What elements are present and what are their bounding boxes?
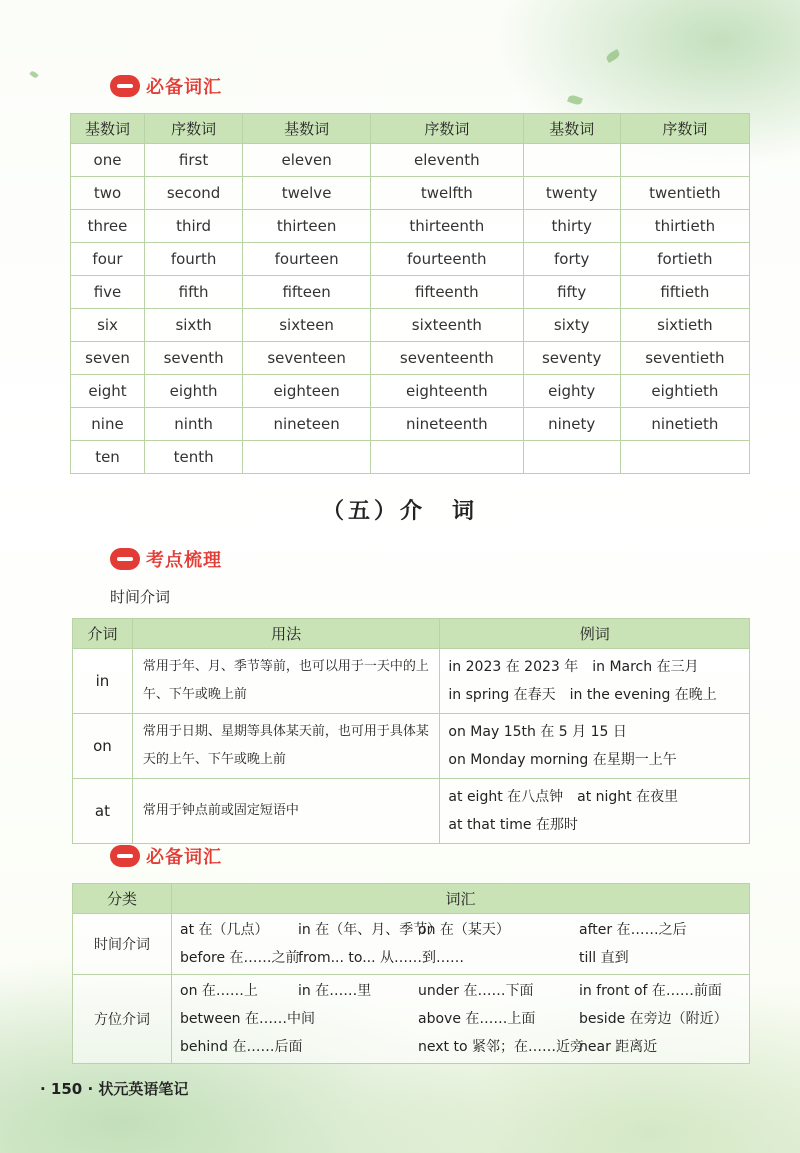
column-header: 分类 — [73, 884, 172, 914]
example-line: on May 15th 在 5 月 15 日 — [448, 724, 627, 740]
table-cell: ninety — [523, 408, 620, 441]
vocab-item: between 在……中间 — [180, 1011, 316, 1027]
table-cell: nineteen — [243, 408, 371, 441]
section-title: 必备词汇 — [146, 77, 222, 98]
numbers-table — [70, 113, 750, 474]
example-line: in spring 在春天 in the evening 在晚上 — [448, 687, 717, 703]
vocab-item: after 在……之后 — [579, 922, 687, 938]
vocab-item: behind 在……后面 — [180, 1039, 303, 1055]
vocab-item: from... to... 从……到…… — [298, 950, 465, 966]
table-cell: sixty — [523, 309, 620, 342]
examples-cell — [440, 714, 750, 779]
table-cell: two — [71, 177, 145, 210]
table-cell: eighth — [145, 375, 243, 408]
table-cell: sixtieth — [620, 309, 749, 342]
section-head-vocab — [110, 73, 222, 99]
column-header: 基数词 — [71, 114, 145, 144]
table-cell: ninth — [145, 408, 243, 441]
column-header: 例词 — [440, 619, 750, 649]
column-header: 序数词 — [145, 114, 243, 144]
example-line: in 2023 在 2023 年 in March 在三月 — [448, 659, 699, 675]
table-cell: third — [145, 210, 243, 243]
column-header: 序数词 — [620, 114, 749, 144]
table-cell: second — [145, 177, 243, 210]
table-cell: one — [71, 144, 145, 177]
table-row — [71, 375, 750, 408]
time-prepositions-table — [72, 618, 750, 844]
section-badge-icon — [110, 845, 140, 867]
table-cell: three — [71, 210, 145, 243]
table-cell: eighteenth — [371, 375, 524, 408]
column-header: 序数词 — [371, 114, 524, 144]
table-cell — [523, 144, 620, 177]
table-cell: sixteen — [243, 309, 371, 342]
table-row — [71, 408, 750, 441]
leaf-decoration — [29, 70, 38, 79]
leaf-decoration — [605, 49, 621, 63]
page-footer: · 150 · 状元英语笔记 — [40, 1080, 189, 1098]
table-cell: seventeenth — [371, 342, 524, 375]
vocab-item: in 在（年、月、季节） — [298, 922, 442, 938]
table-cell: seventieth — [620, 342, 749, 375]
vocab-item: at 在（几点） — [180, 922, 269, 938]
table-cell: sixth — [145, 309, 243, 342]
prepositions-vocab-table — [72, 883, 750, 1064]
preposition-cell: at — [73, 779, 133, 844]
table-cell: eight — [71, 375, 145, 408]
table-cell: seventh — [145, 342, 243, 375]
table-cell: seventeen — [243, 342, 371, 375]
section-title: 考点梳理 — [146, 550, 222, 571]
table-header-row — [71, 114, 750, 144]
table-row — [73, 914, 750, 975]
table-cell: forty — [523, 243, 620, 276]
subsection-title: 时间介词 — [110, 588, 171, 606]
preposition-cell: on — [73, 714, 133, 779]
words-cell — [172, 914, 750, 975]
table-cell: tenth — [145, 441, 243, 474]
table-cell: five — [71, 276, 145, 309]
table-cell — [620, 144, 749, 177]
table-cell: fourteen — [243, 243, 371, 276]
vocab-item: above 在……上面 — [418, 1011, 536, 1027]
section-badge-icon — [110, 548, 140, 570]
examples-cell — [440, 779, 750, 844]
table-header-row — [73, 619, 750, 649]
vocab-item: near 距离近 — [579, 1039, 658, 1055]
example-line: on Monday morning 在星期一上午 — [448, 752, 677, 768]
usage-cell: 常用于钟点前或固定短语中 — [132, 779, 440, 844]
table-cell: four — [71, 243, 145, 276]
leaf-decoration — [567, 94, 583, 106]
table-cell: fourth — [145, 243, 243, 276]
table-cell: ninetieth — [620, 408, 749, 441]
table-cell: eighty — [523, 375, 620, 408]
table-cell: fortieth — [620, 243, 749, 276]
table-cell: twelfth — [371, 177, 524, 210]
vocab-item: on 在……上 — [180, 983, 258, 999]
table-cell: eleven — [243, 144, 371, 177]
table-cell: eightieth — [620, 375, 749, 408]
table-cell: thirteenth — [371, 210, 524, 243]
vocab-item: under 在……下面 — [418, 983, 534, 999]
table-cell: twelve — [243, 177, 371, 210]
vocab-item: before 在……之前 — [180, 950, 300, 966]
table-row — [71, 441, 750, 474]
table-row — [71, 210, 750, 243]
column-header: 基数词 — [523, 114, 620, 144]
table-cell: fifth — [145, 276, 243, 309]
table-cell: seventy — [523, 342, 620, 375]
table-row — [73, 779, 750, 844]
table-cell: fourteenth — [371, 243, 524, 276]
section-title: 必备词汇 — [146, 847, 222, 868]
table-row — [71, 342, 750, 375]
table-row — [71, 309, 750, 342]
vocab-item — [418, 944, 579, 972]
table-cell: twenty — [523, 177, 620, 210]
example-line: at eight 在八点钟 at night 在夜里 — [448, 789, 679, 805]
table-cell: nine — [71, 408, 145, 441]
vocab-item: in front of 在……前面 — [579, 983, 722, 999]
table-cell: six — [71, 309, 145, 342]
table-cell: nineteenth — [371, 408, 524, 441]
section-head-vocab-2 — [110, 843, 222, 869]
table-cell: fifteen — [243, 276, 371, 309]
examples-cell — [440, 649, 750, 714]
table-cell: thirty — [523, 210, 620, 243]
vocab-item: in 在……里 — [298, 983, 372, 999]
vocab-item — [298, 1033, 418, 1061]
usage-cell: 常用于年、月、季节等前，也可以用于一天中的上午、下午或晚上前 — [132, 649, 440, 714]
table-cell: fifteenth — [371, 276, 524, 309]
vocab-item: next to 紧邻；在……近旁 — [418, 1039, 584, 1055]
table-cell: twentieth — [620, 177, 749, 210]
category-cell: 时间介词 — [73, 914, 172, 975]
table-cell: fiftieth — [620, 276, 749, 309]
table-row — [71, 144, 750, 177]
vocab-item — [298, 1005, 418, 1033]
table-cell: first — [145, 144, 243, 177]
table-row — [73, 714, 750, 779]
column-header: 介词 — [73, 619, 133, 649]
table-row — [71, 243, 750, 276]
column-header: 词汇 — [172, 884, 750, 914]
table-cell — [620, 441, 749, 474]
table-row — [71, 276, 750, 309]
table-cell: ten — [71, 441, 145, 474]
example-line: at that time 在那时 — [448, 817, 578, 833]
category-cell: 方位介词 — [73, 975, 172, 1064]
table-cell: fifty — [523, 276, 620, 309]
table-cell — [371, 441, 524, 474]
column-header: 用法 — [132, 619, 440, 649]
table-header-row — [73, 884, 750, 914]
table-cell: thirtieth — [620, 210, 749, 243]
table-cell — [243, 441, 371, 474]
table-cell — [523, 441, 620, 474]
chapter-title: （五）介 词 — [321, 498, 478, 524]
table-cell: seven — [71, 342, 145, 375]
usage-cell: 常用于日期、星期等具体某天前，也可用于具体某天的上午、下午或晚上前 — [132, 714, 440, 779]
table-cell: eleventh — [371, 144, 524, 177]
vocab-item: on 在（某天） — [418, 922, 510, 938]
vocab-item: till 直到 — [579, 950, 629, 966]
section-head-kaodian — [110, 546, 222, 572]
preposition-cell: in — [73, 649, 133, 714]
table-cell: thirteen — [243, 210, 371, 243]
table-row — [73, 649, 750, 714]
column-header: 基数词 — [243, 114, 371, 144]
section-badge-icon — [110, 75, 140, 97]
words-cell — [172, 975, 750, 1064]
table-row — [73, 975, 750, 1064]
table-row — [71, 177, 750, 210]
vocab-item: beside 在旁边（附近） — [579, 1011, 728, 1027]
table-cell: sixteenth — [371, 309, 524, 342]
table-cell: eighteen — [243, 375, 371, 408]
